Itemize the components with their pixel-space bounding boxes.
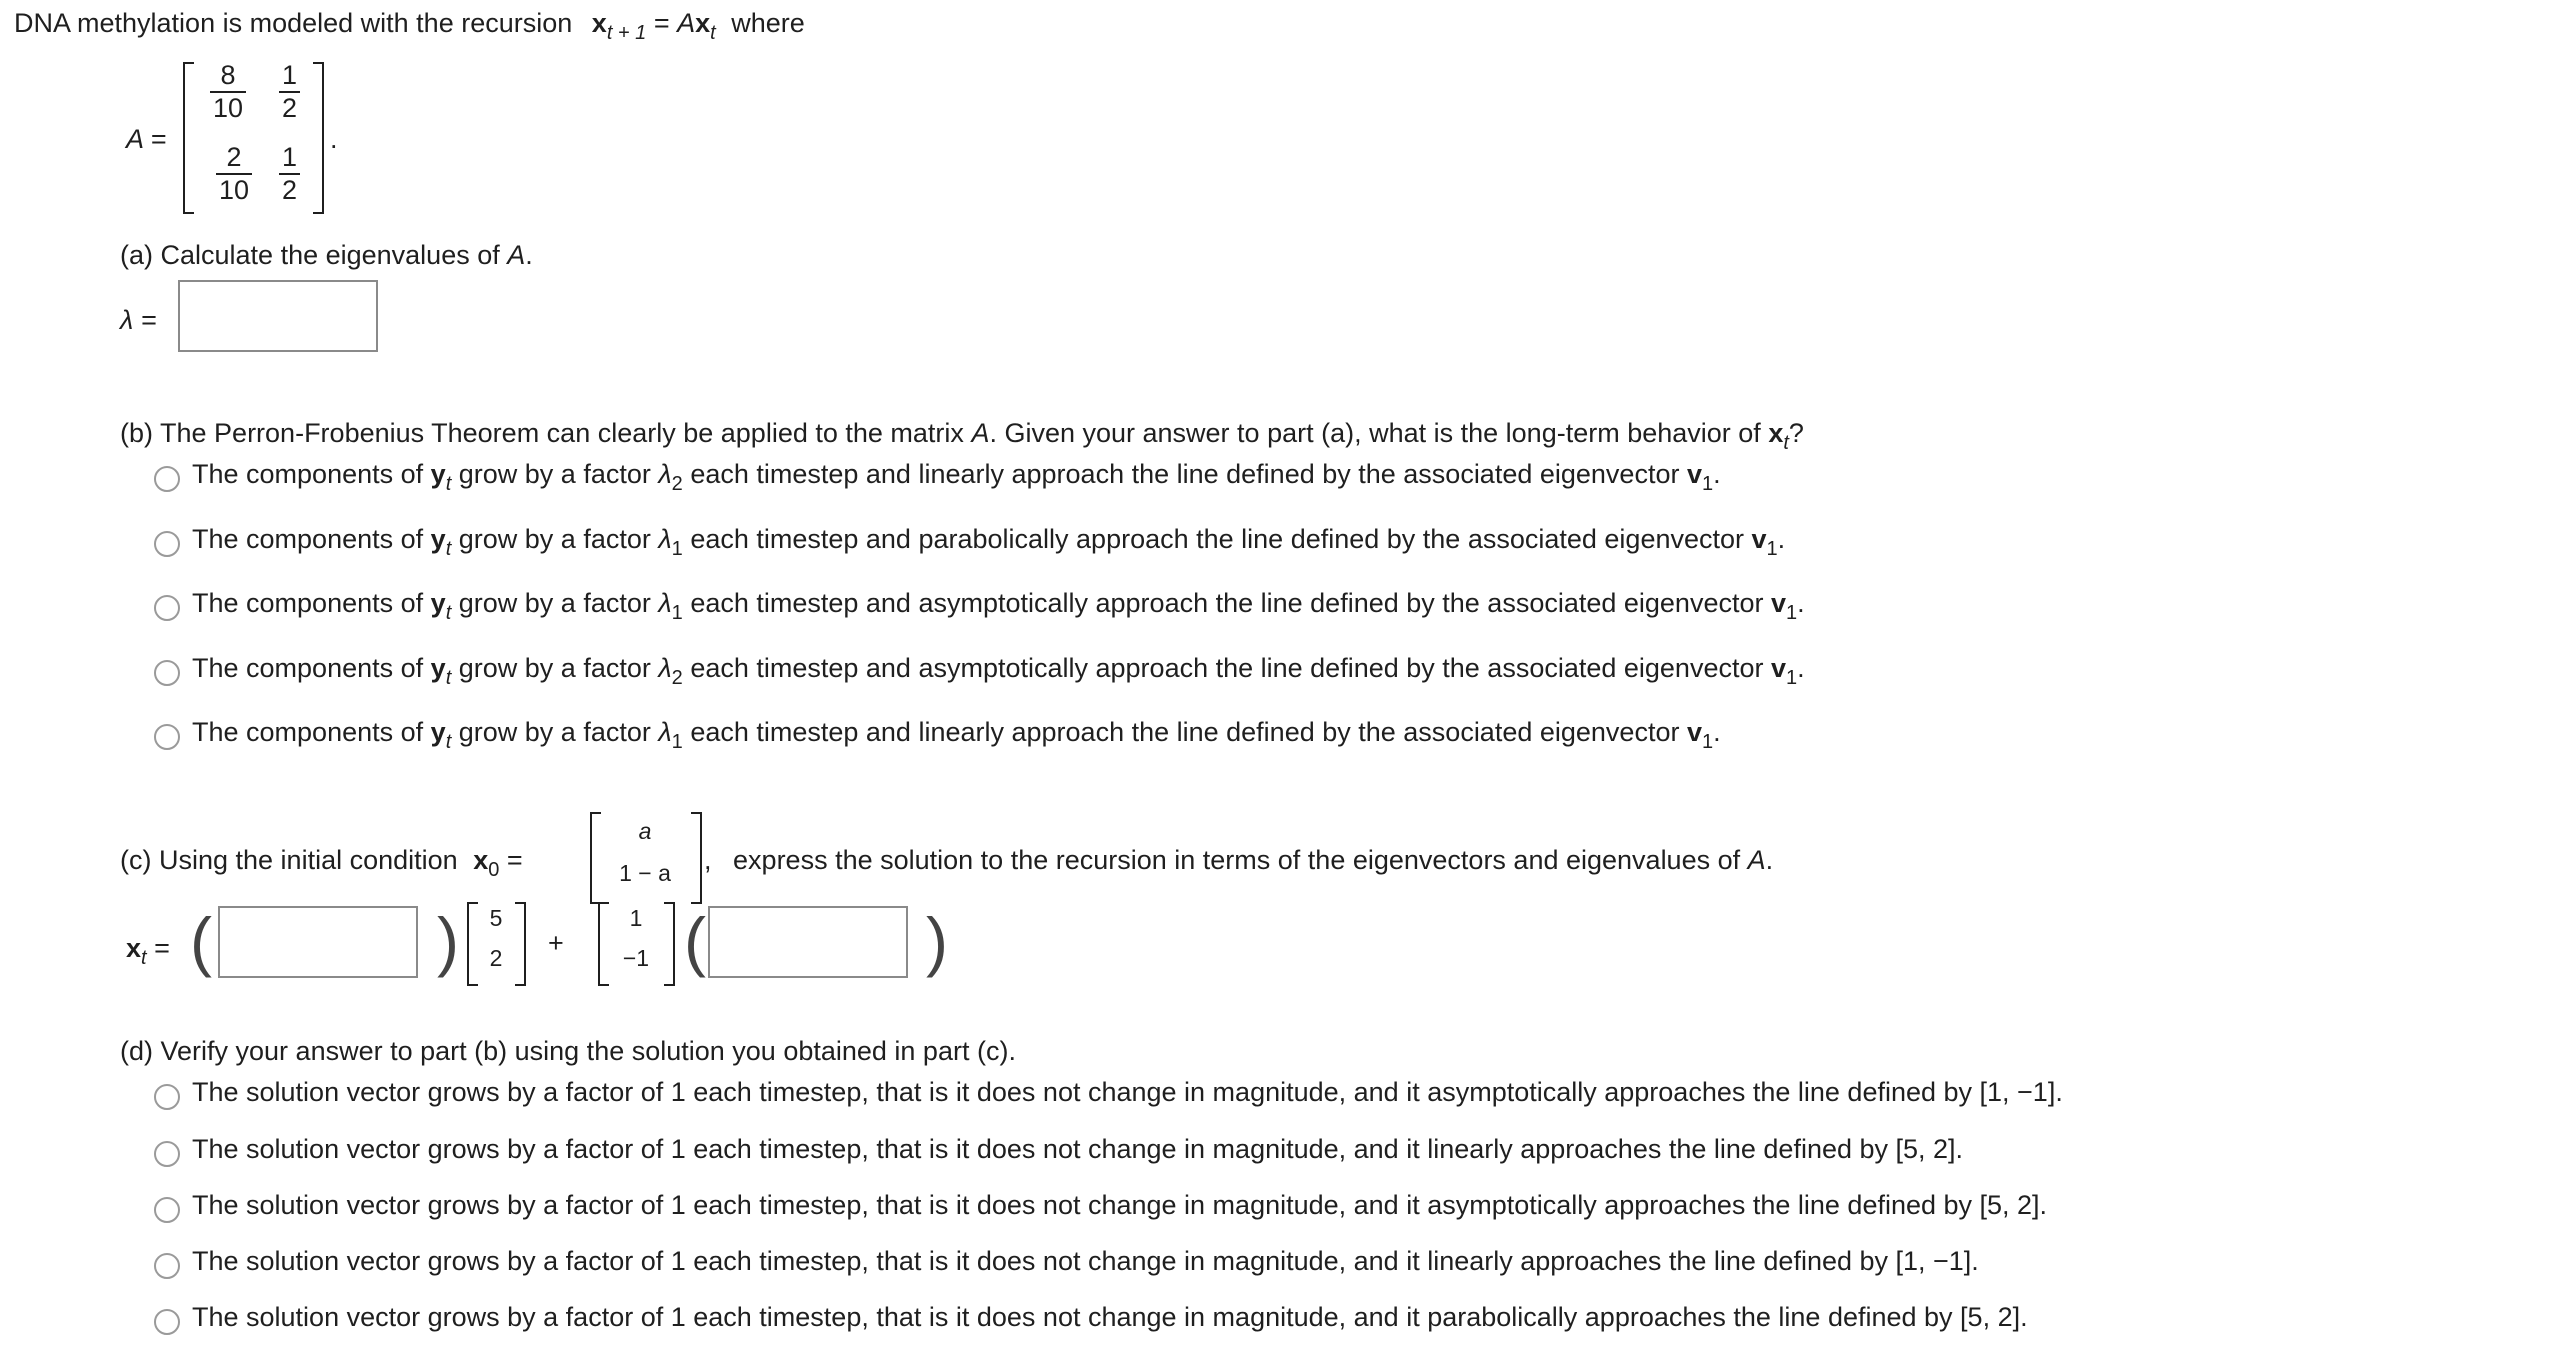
- part-d-option-2-radio[interactable]: [154, 1141, 180, 1167]
- part-b-option-1-text: The components of $y_t$ grow by a factor $\lambda_2$ each timestep and linearly approach the line defined by the associated eigenvector $v_1$.: [192, 459, 1721, 495]
- coefficient-2-input[interactable]: [708, 906, 908, 978]
- matrix-a12: $\frac{1}{2}$: [279, 62, 300, 122]
- x0-subscript: 0: [488, 859, 500, 881]
- intro-text: DNA methylation is modeled with the recursion: [14, 8, 573, 38]
- right-paren-1-icon: ): [437, 904, 459, 978]
- part-b-option-1-radio[interactable]: [154, 466, 180, 492]
- matrix-a-label: A =: [126, 124, 167, 154]
- part-a-prompt: (a) Calculate the eigenvalues of A.: [120, 240, 533, 270]
- recursion-rhs-subscript: t: [710, 22, 716, 44]
- right-paren-2-icon: ): [926, 904, 948, 978]
- part-d-option-1-text: The solution vector grows by a factor of 1 each timestep, that is it does not change in magnitude, and it asymptotically approaches the line defined by [1, −1].: [192, 1077, 2063, 1107]
- matrix-a11: $\frac{8}{10}$: [210, 62, 246, 122]
- vec2-top-entry: 1: [629, 905, 643, 931]
- part-b-option-3-text: The components of $y_t$ grow by a factor $\lambda_1$ each timestep and asymptotically approach the line defined by the associated eigenvector $v_1$.: [192, 588, 1805, 624]
- part-d-option-3-text: The solution vector grows by a factor of 1 each timestep, that is it does not change in magnitude, and it asymptotically approaches the line defined by [5, 2].: [192, 1190, 2048, 1220]
- x0-vector: x: [473, 845, 489, 875]
- part-d-option-1-radio[interactable]: [154, 1084, 180, 1110]
- xt-label: $x_t$ =: [126, 933, 170, 969]
- part-b-option-3-radio[interactable]: [154, 595, 180, 621]
- part-b-option-5-radio[interactable]: [154, 724, 180, 750]
- left-paren-2-icon: (: [684, 904, 706, 978]
- x0-right-bracket: [691, 812, 702, 904]
- part-d-option-4-radio[interactable]: [154, 1253, 180, 1279]
- part-b-option-5-text: The components of $y_t$ grow by a factor $\lambda_1$ each timestep and linearly approach the line defined by the associated eigenvector $v_1$.: [192, 717, 1721, 753]
- lambda-label: λ =: [120, 305, 157, 335]
- recursion-lhs-subscript: t + 1: [606, 22, 647, 44]
- recursion-rhs-matrix: A: [677, 8, 696, 38]
- part-d-option-4-text: The solution vector grows by a factor of 1 each timestep, that is it does not change in magnitude, and it linearly approaches the line defined by [1, −1].: [192, 1246, 1979, 1276]
- coefficient-1-input[interactable]: [218, 906, 418, 978]
- recursion-lhs-vector: x: [591, 8, 607, 38]
- x0-bottom-entry: 1 − a: [619, 860, 671, 886]
- vec2-right-bracket: [664, 902, 675, 986]
- part-b-option-4-radio[interactable]: [154, 660, 180, 686]
- part-d-prompt: (d) Verify your answer to part (b) using the solution you obtained in part (c).: [120, 1036, 1016, 1066]
- part-c-prompt-end: , express the solution to the recursion in terms of the eigenvectors and eigenvalues of A.: [704, 845, 1774, 875]
- part-d-option-2-text: The solution vector grows by a factor of 1 each timestep, that is it does not change in magnitude, and it linearly approaches the line defined by [5, 2].: [192, 1134, 1964, 1164]
- recursion-rhs-vector: x: [695, 8, 711, 38]
- recursion-equals: =: [653, 8, 678, 38]
- matrix-trailing-period: .: [330, 124, 338, 154]
- vec1-left-bracket: [467, 902, 478, 986]
- eigenvalues-input[interactable]: [178, 280, 378, 352]
- x0-equals: =: [506, 845, 523, 875]
- vec1-right-bracket: [515, 902, 526, 986]
- plus-sign: +: [548, 928, 564, 958]
- matrix-right-bracket: [313, 62, 324, 214]
- matrix-a22: $\frac{1}{2}$: [279, 144, 300, 204]
- part-b-prompt: (b) The Perron-Frobenius Theorem can clearly be applied to the matrix A. Given your answer to part (a), what is the long-term behavior of $x_t$?: [120, 418, 1804, 454]
- left-paren-1-icon: (: [190, 904, 212, 978]
- intro-where: where: [731, 8, 805, 38]
- part-b-option-4-text: The components of $y_t$ grow by a factor $\lambda_2$ each timestep and asymptotically approach the line defined by the associated eigenvector $v_1$.: [192, 653, 1805, 689]
- matrix-left-bracket: [183, 62, 194, 214]
- vec1-top-entry: 5: [489, 905, 503, 931]
- intro-line: [14, 8, 805, 44]
- part-c-prompt-start: (c) Using the initial condition $x_0$ =: [120, 845, 523, 881]
- vec2-bottom-entry: −1: [622, 945, 650, 971]
- part-b-option-2-radio[interactable]: [154, 531, 180, 557]
- vec1-bottom-entry: 2: [489, 945, 503, 971]
- x0-top-entry: a: [638, 818, 652, 844]
- matrix-a21: $\frac{2}{10}$: [216, 144, 252, 204]
- vec2-left-bracket: [598, 902, 609, 986]
- part-b-option-2-text: The components of $y_t$ grow by a factor $\lambda_1$ each timestep and parabolically approach the line defined by the associated eigenvector $v_1$.: [192, 524, 1786, 560]
- part-d-option-5-radio[interactable]: [154, 1309, 180, 1335]
- part-d-option-3-radio[interactable]: [154, 1197, 180, 1223]
- part-d-option-5-text: The solution vector grows by a factor of 1 each timestep, that is it does not change in magnitude, and it parabolically approaches the line defined by [5, 2].: [192, 1302, 2028, 1332]
